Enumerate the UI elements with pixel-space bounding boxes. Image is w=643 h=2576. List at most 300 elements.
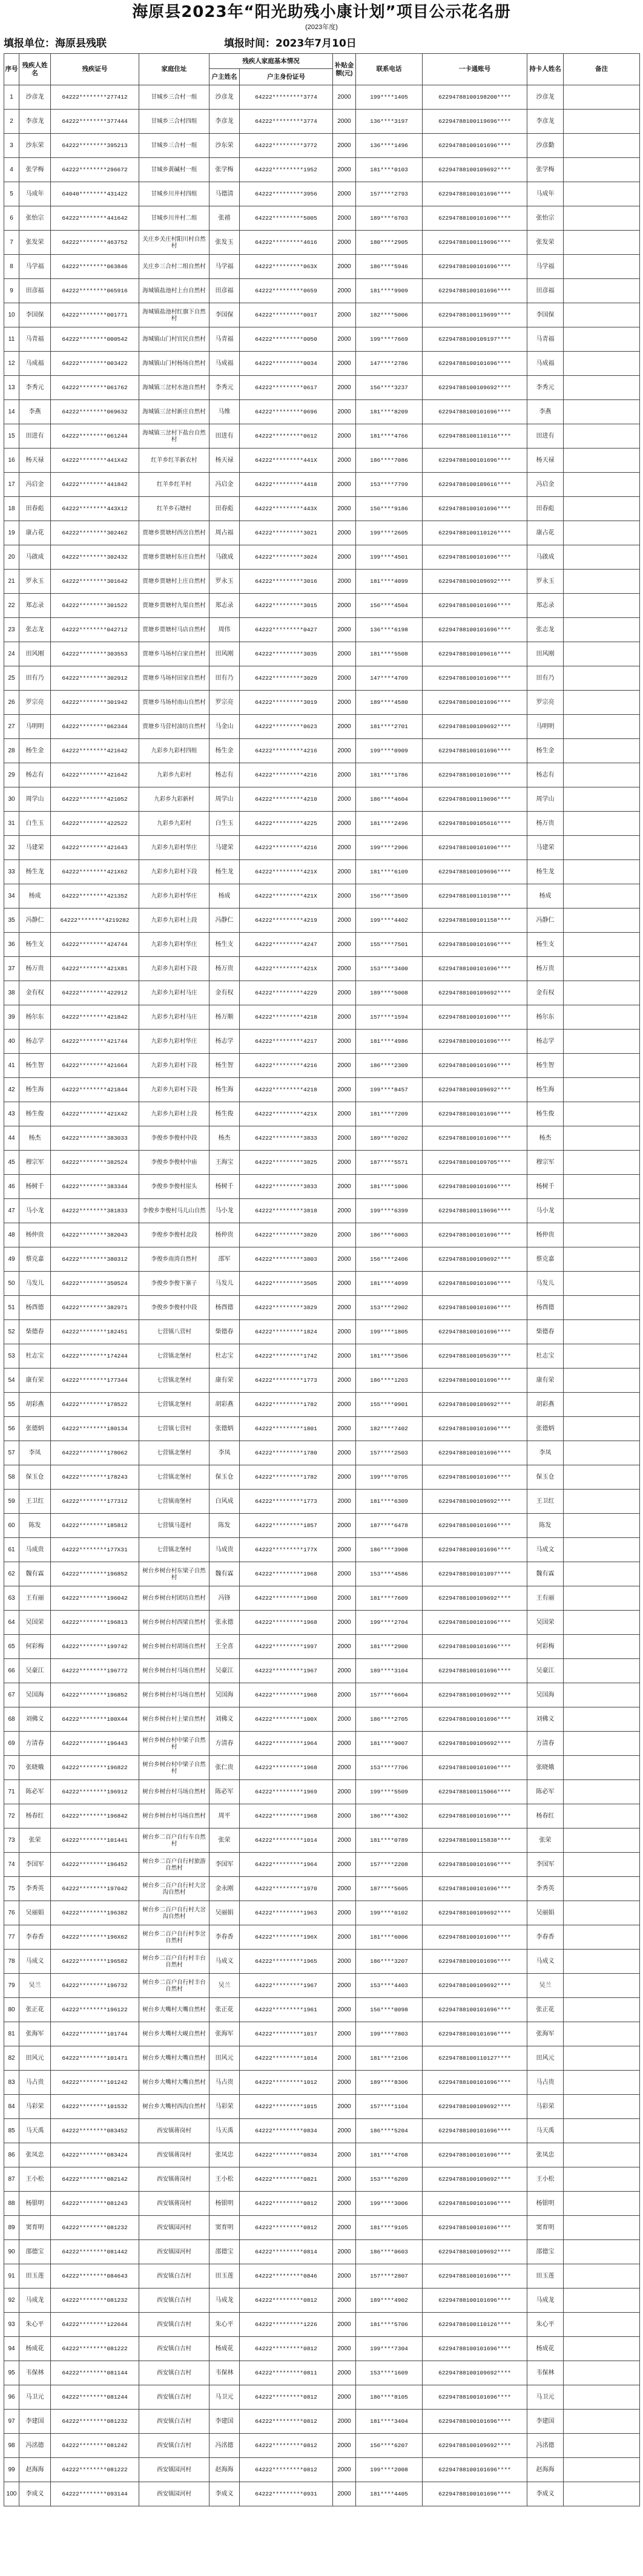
table-row	[4, 618, 640, 642]
holder-cell: 马成义	[527, 1950, 564, 1974]
seq-cell: 12	[4, 352, 19, 376]
card-cell: 62294788100109696****	[423, 860, 527, 884]
note-cell	[564, 85, 640, 110]
card-cell: 62294788100119696****	[423, 110, 527, 134]
card-cell: 62294788100101696****	[423, 1368, 527, 1393]
seq-cell: 34	[4, 884, 19, 908]
seq-cell: 50	[4, 1272, 19, 1296]
subsidy-cell: 2000	[333, 1828, 356, 1853]
address-cell: 贾塘乡马场村田家自然村	[139, 666, 209, 691]
holder-cell: 杨树千	[527, 1175, 564, 1199]
holder-cell: 罗永玉	[527, 570, 564, 594]
seq-cell: 1	[4, 85, 19, 110]
head-name-cell: 康有荣	[209, 1368, 240, 1393]
address-cell: 树台乡二百户自行村大岔沟自然村	[139, 1877, 209, 1901]
head-id-cell: 64222*********0834	[240, 2143, 333, 2167]
name-cell: 王卫红	[19, 1490, 51, 1514]
head-name-cell: 胡彩燕	[209, 1393, 240, 1417]
phone-cell: 156****4504	[356, 594, 423, 618]
phone-cell: 187****6478	[356, 1514, 423, 1538]
card-cell: 62294788100198200****	[423, 85, 527, 110]
card-cell: 62294788100109692****	[423, 2434, 527, 2458]
subsidy-cell: 2000	[333, 2167, 356, 2192]
note-cell	[564, 812, 640, 836]
seq-cell: 52	[4, 1320, 19, 1344]
holder-cell: 刘佛义	[527, 1707, 564, 1732]
note-cell	[564, 1223, 640, 1247]
head-name-cell: 马彩荣	[209, 2095, 240, 2119]
table-row	[4, 2434, 640, 2458]
note-cell	[564, 1344, 640, 1368]
head-id-cell: 64222*********3833	[240, 1126, 333, 1151]
note-cell	[564, 1707, 640, 1732]
subsidy-cell: 2000	[333, 1514, 356, 1538]
cert-cell: 64222********081222	[51, 2458, 139, 2482]
note-cell	[564, 1901, 640, 1925]
phone-cell: 153****4403	[356, 1974, 423, 1998]
address-cell: 西安镇白吉村	[139, 2434, 209, 2458]
note-cell	[564, 763, 640, 787]
name-cell: 李国军	[19, 1853, 51, 1877]
cert-cell: 64222********101744	[51, 2022, 139, 2046]
table-row	[4, 2095, 640, 2119]
cert-cell: 64222********000542	[51, 327, 139, 352]
name-cell: 蔡克嘉	[19, 1247, 51, 1272]
head-id-cell: 64222*********1952	[240, 158, 333, 182]
head-id-cell: 64222*********0846	[240, 2264, 333, 2288]
head-id-cell: 64222*********4247	[240, 933, 333, 957]
subsidy-cell: 2000	[333, 1853, 356, 1877]
head-name-cell: 李建国	[209, 2410, 240, 2434]
seq-cell: 38	[4, 981, 19, 1005]
header-family-group: 残疾人家庭基本情况	[209, 54, 333, 69]
table-row	[4, 1853, 640, 1877]
subsidy-cell: 2000	[333, 1465, 356, 1490]
card-cell: 62294788100101696****	[423, 1030, 527, 1054]
card-cell: 62294788100101696****	[423, 1853, 527, 1877]
holder-cell: 李国保	[527, 303, 564, 327]
card-cell: 62294788100101696****	[423, 933, 527, 957]
seq-cell: 27	[4, 715, 19, 739]
name-cell: 刘佛义	[19, 1707, 51, 1732]
card-cell: 62294788100101696****	[423, 352, 527, 376]
subsidy-cell: 2000	[333, 134, 356, 158]
note-cell	[564, 981, 640, 1005]
table-row	[4, 1223, 640, 1247]
holder-cell: 郑志录	[527, 594, 564, 618]
address-cell: 树台乡树台村东梁子自然村	[139, 1562, 209, 1586]
head-name-cell: 李成义	[209, 2482, 240, 2506]
holder-cell: 马成福	[527, 352, 564, 376]
subsidy-cell: 2000	[333, 2288, 356, 2313]
subsidy-cell: 2000	[333, 642, 356, 666]
note-cell	[564, 1877, 640, 1901]
card-cell: 62294788100101696****	[423, 2288, 527, 2313]
seq-cell: 77	[4, 1925, 19, 1950]
name-cell: 杨树千	[19, 1175, 51, 1199]
seq-cell: 4	[4, 158, 19, 182]
table-row	[4, 1344, 640, 1368]
cert-cell: 64222********441842	[51, 473, 139, 497]
name-cell: 杨杰	[19, 1126, 51, 1151]
cert-cell: 64222********196772	[51, 1659, 139, 1683]
address-cell: 海城镇三岔村水池自然村	[139, 376, 209, 400]
phone-cell: 153****6209	[356, 2167, 423, 2192]
phone-cell: 155****7501	[356, 933, 423, 957]
phone-cell: 199****7803	[356, 2022, 423, 2046]
note-cell	[564, 1030, 640, 1054]
head-name-cell: 李春香	[209, 1925, 240, 1950]
address-cell: 七营镇北堡村	[139, 1393, 209, 1417]
holder-cell: 田彦福	[527, 279, 564, 303]
head-id-cell: 64222*********1773	[240, 1368, 333, 1393]
seq-cell: 13	[4, 376, 19, 400]
document-title: 海原县2023年“阳光助残小康计划”项目公示花名册	[132, 3, 511, 21]
seq-cell: 80	[4, 1998, 19, 2022]
address-cell: 西安镇蒋岗村	[139, 2167, 209, 2192]
table-row	[4, 1611, 640, 1635]
name-cell: 窦育明	[19, 2216, 51, 2240]
subsidy-cell: 2000	[333, 545, 356, 570]
cert-cell: 64222********196732	[51, 1974, 139, 1998]
cert-cell: 64222********421X81	[51, 957, 139, 981]
subsidy-cell: 2000	[333, 2410, 356, 2434]
name-cell: 保玉仓	[19, 1465, 51, 1490]
cert-cell: 64222********180134	[51, 1417, 139, 1441]
holder-cell: 马成年	[527, 182, 564, 206]
head-name-cell: 杨银明	[209, 2192, 240, 2216]
head-id-cell: 64222*********3820	[240, 1223, 333, 1247]
table-row	[4, 860, 640, 884]
holder-cell: 胡彩燕	[527, 1393, 564, 1417]
head-id-cell: 64222*********0696	[240, 400, 333, 424]
card-cell: 62294788100101696****	[423, 279, 527, 303]
phone-cell: 181****2496	[356, 812, 423, 836]
reporting-time-label: 填报时间：	[224, 38, 275, 50]
note-cell	[564, 2410, 640, 2434]
seq-cell: 33	[4, 860, 19, 884]
phone-cell: 189****4902	[356, 2288, 423, 2313]
head-id-cell: 64222*********1968	[240, 1611, 333, 1635]
head-id-cell: 64222*********3035	[240, 642, 333, 666]
seq-cell: 53	[4, 1344, 19, 1368]
note-cell	[564, 836, 640, 860]
phone-cell: 156****0098	[356, 1998, 423, 2022]
address-cell: 树台乡树台村马场自然村	[139, 1804, 209, 1828]
cert-cell: 64222********421664	[51, 1054, 139, 1078]
note-cell	[564, 908, 640, 933]
table-row	[4, 2046, 640, 2071]
card-cell: 62294788100101696****	[423, 1514, 527, 1538]
holder-cell: 周学山	[527, 787, 564, 812]
seq-cell: 17	[4, 473, 19, 497]
phone-cell: 186****6003	[356, 1223, 423, 1247]
subsidy-cell: 2000	[333, 763, 356, 787]
card-cell: 62294788100101696****	[423, 691, 527, 715]
phone-cell: 189****4580	[356, 691, 423, 715]
name-cell: 杨仲贵	[19, 1223, 51, 1247]
head-name-cell: 马卫元	[209, 2385, 240, 2410]
address-cell: 关庄乡三合村二组自然村	[139, 255, 209, 279]
phone-cell: 157****6604	[356, 1683, 423, 1707]
holder-cell: 柴德春	[527, 1320, 564, 1344]
head-id-cell: 64222*********1782	[240, 1393, 333, 1417]
head-id-cell: 64222*********1961	[240, 1998, 333, 2022]
table-row	[4, 1514, 640, 1538]
holder-cell: 田春彪	[527, 497, 564, 521]
phone-cell: 181****7609	[356, 1586, 423, 1611]
head-id-cell: 64222*********3015	[240, 594, 333, 618]
table-row	[4, 908, 640, 933]
card-cell: 62294788100109692****	[423, 1974, 527, 1998]
card-cell: 62294788100115066****	[423, 1780, 527, 1804]
card-cell: 62294788100101696****	[423, 2216, 527, 2240]
name-cell: 杨生龙	[19, 860, 51, 884]
name-cell: 张德炳	[19, 1417, 51, 1441]
holder-cell: 杜志宝	[527, 1344, 564, 1368]
reporting-time	[224, 35, 357, 52]
cert-cell: 64222********4219282	[51, 908, 139, 933]
head-id-cell: 64222*********4216	[240, 1054, 333, 1078]
holder-cell: 马成文	[527, 1538, 564, 1562]
note-cell	[564, 2482, 640, 2506]
subsidy-cell: 2000	[333, 1417, 356, 1441]
name-cell: 马发儿	[19, 1272, 51, 1296]
cert-cell: 64222********302462	[51, 521, 139, 545]
address-cell: 西安镇白吉村	[139, 2337, 209, 2361]
holder-cell: 李秀英	[527, 1877, 564, 1901]
card-cell: 62294788100101696****	[423, 182, 527, 206]
address-cell: 树台乡大嘴村大嘴自然村	[139, 2046, 209, 2071]
holder-cell: 王有丽	[527, 1586, 564, 1611]
table-row	[4, 1054, 640, 1078]
holder-cell: 李燕	[527, 400, 564, 424]
address-cell: 西安镇园河村	[139, 2240, 209, 2264]
phone-cell: 199****3006	[356, 2192, 423, 2216]
holder-cell: 马彩荣	[527, 2095, 564, 2119]
seq-cell: 68	[4, 1707, 19, 1732]
address-cell: 李俊乡李俊村中段	[139, 1126, 209, 1151]
name-cell: 田玉莲	[19, 2264, 51, 2288]
seq-cell: 22	[4, 594, 19, 618]
cert-cell: 64222********196842	[51, 1804, 139, 1828]
note-cell	[564, 231, 640, 255]
card-cell: 62294788100101696****	[423, 1659, 527, 1683]
phone-cell: 181****6109	[356, 860, 423, 884]
address-cell: 海城镇山门村杨场自然村	[139, 352, 209, 376]
head-id-cell: 64222*********3029	[240, 666, 333, 691]
cert-cell: 64222********421642	[51, 763, 139, 787]
table-row	[4, 303, 640, 327]
holder-cell: 马青福	[527, 327, 564, 352]
note-cell	[564, 497, 640, 521]
head-id-cell: 64222*********1012	[240, 2071, 333, 2095]
subsidy-cell: 2000	[333, 2071, 356, 2095]
head-id-cell: 64222*********0017	[240, 303, 333, 327]
name-cell: 赵海海	[19, 2458, 51, 2482]
note-cell	[564, 1247, 640, 1272]
name-cell: 张正花	[19, 1998, 51, 2022]
phone-cell: 199****7304	[356, 2337, 423, 2361]
subsidy-cell: 2000	[333, 715, 356, 739]
subsidy-cell: 2000	[333, 255, 356, 279]
card-cell: 62294788100105616****	[423, 812, 527, 836]
table-row	[4, 1490, 640, 1514]
subsidy-cell: 2000	[333, 1586, 356, 1611]
phone-cell: 199****2704	[356, 1611, 423, 1635]
name-cell: 冯洺德	[19, 2434, 51, 2458]
subsidy-cell: 2000	[333, 1780, 356, 1804]
table-row	[4, 2410, 640, 2434]
table-row	[4, 1974, 640, 1998]
phone-cell: 189****5008	[356, 981, 423, 1005]
seq-cell: 100	[4, 2482, 19, 2506]
subsidy-cell: 2000	[333, 2143, 356, 2167]
phone-cell: 181****9105	[356, 2216, 423, 2240]
holder-cell: 马小龙	[527, 1199, 564, 1223]
head-name-cell: 罗永玉	[209, 570, 240, 594]
cert-cell: 64222********301522	[51, 594, 139, 618]
table-row	[4, 400, 640, 424]
table-row	[4, 1247, 640, 1272]
cert-cell: 64222********069632	[51, 400, 139, 424]
holder-cell: 杨生金	[527, 739, 564, 763]
seq-cell: 16	[4, 448, 19, 473]
holder-cell: 张晓娥	[527, 1756, 564, 1780]
card-cell: 62294788100109692****	[423, 2361, 527, 2385]
phone-cell: 181****2701	[356, 715, 423, 739]
cert-cell: 64222********081242	[51, 2434, 139, 2458]
head-name-cell: 张凤忠	[209, 2143, 240, 2167]
cert-cell: 64222********101441	[51, 1828, 139, 1853]
table-row	[4, 1586, 640, 1611]
name-cell: 杜志宝	[19, 1344, 51, 1368]
seq-cell: 35	[4, 908, 19, 933]
head-name-cell: 冯静仁	[209, 908, 240, 933]
seq-cell: 56	[4, 1417, 19, 1441]
card-cell: 62294788100109692****	[423, 376, 527, 400]
address-cell: 七营镇北堡村	[139, 1441, 209, 1465]
seq-cell: 87	[4, 2167, 19, 2192]
note-cell	[564, 158, 640, 182]
head-name-cell: 柴德春	[209, 1320, 240, 1344]
table-row	[4, 2240, 640, 2264]
holder-cell: 吴国海	[527, 1683, 564, 1707]
reporting-unit-label: 填报单位：	[4, 38, 55, 50]
cert-cell: 64222********177X31	[51, 1538, 139, 1562]
holder-cell: 冯启金	[527, 473, 564, 497]
cert-cell: 64222********065916	[51, 279, 139, 303]
head-name-cell: 马德清	[209, 182, 240, 206]
name-cell: 沙东荣	[19, 134, 51, 158]
address-cell: 红羊乡红羊新农村	[139, 448, 209, 473]
head-name-cell: 马成龙	[209, 2288, 240, 2313]
note-cell	[564, 110, 640, 134]
name-cell: 马啟成	[19, 545, 51, 570]
head-id-cell: 64222*********1968	[240, 1683, 333, 1707]
head-id-cell: 64222*********3829	[240, 1296, 333, 1320]
phone-cell: 199****4501	[356, 545, 423, 570]
seq-cell: 11	[4, 327, 19, 352]
address-cell: 海城镇盐池村红旗下自然村	[139, 303, 209, 327]
cert-cell: 64222********122644	[51, 2313, 139, 2337]
note-cell	[564, 2288, 640, 2313]
cert-cell: 64222********421643	[51, 836, 139, 860]
table-row	[4, 424, 640, 448]
cert-cell: 64222********093144	[51, 2482, 139, 2506]
address-cell: 树台乡大嘴村大嘴自然村	[139, 2071, 209, 2095]
holder-cell: 杨银明	[527, 2192, 564, 2216]
head-name-cell: 张仁贵	[209, 1756, 240, 1780]
phone-cell: 181****6006	[356, 1925, 423, 1950]
card-cell: 62294788100119696****	[423, 787, 527, 812]
phone-cell: 189****8306	[356, 2071, 423, 2095]
card-cell: 62294788100109692****	[423, 2240, 527, 2264]
subsidy-cell: 2000	[333, 570, 356, 594]
address-cell: 甘城乡川井村四组	[139, 182, 209, 206]
subsidy-cell: 2000	[333, 231, 356, 255]
card-cell: 62294788100109692****	[423, 1732, 527, 1756]
address-cell: 树台乡二百户自行村大岔沟自然村	[139, 1901, 209, 1925]
head-id-cell: 64222*********4418	[240, 473, 333, 497]
cert-cell: 64222********441X42	[51, 448, 139, 473]
card-cell: 62294788100101696****	[423, 134, 527, 158]
head-id-cell: 64222*********3016	[240, 570, 333, 594]
address-cell: 西安镇蒋岗村	[139, 2119, 209, 2143]
phone-cell: 181****5508	[356, 642, 423, 666]
seq-cell: 59	[4, 1490, 19, 1514]
card-cell: 62294788100109616****	[423, 473, 527, 497]
head-id-cell: 64222*********1773	[240, 1490, 333, 1514]
table-row	[4, 1732, 640, 1756]
subsidy-cell: 2000	[333, 2434, 356, 2458]
head-name-cell: 罗宗亮	[209, 691, 240, 715]
phone-cell: 181****4766	[356, 424, 423, 448]
table-row	[4, 2264, 640, 2288]
table-row	[4, 110, 640, 134]
note-cell	[564, 521, 640, 545]
cert-cell: 64222********382043	[51, 1223, 139, 1247]
subsidy-cell: 2000	[333, 1756, 356, 1780]
head-id-cell: 64222*********1801	[240, 1417, 333, 1441]
note-cell	[564, 2022, 640, 2046]
head-name-cell: 马维	[209, 400, 240, 424]
holder-cell: 田风元	[527, 2046, 564, 2071]
holder-cell: 陈必军	[527, 1780, 564, 1804]
table-row	[4, 2071, 640, 2095]
name-cell: 杨成花	[19, 2337, 51, 2361]
holder-cell: 张正花	[527, 1998, 564, 2022]
head-name-cell: 沙彦龙	[209, 85, 240, 110]
head-id-cell: 64222*********1014	[240, 2046, 333, 2071]
header-holder: 持卡人姓名	[527, 54, 564, 85]
subsidy-cell: 2000	[333, 2095, 356, 2119]
holder-cell: 冯静仁	[527, 908, 564, 933]
note-cell	[564, 1659, 640, 1683]
head-id-cell: 64222*********1226	[240, 2313, 333, 2337]
address-cell: 七营镇马莲村	[139, 1514, 209, 1538]
head-id-cell: 64222*********1824	[240, 1320, 333, 1344]
subsidy-cell: 2000	[333, 1393, 356, 1417]
phone-cell: 181****0789	[356, 1828, 423, 1853]
cert-cell: 64222********083424	[51, 2143, 139, 2167]
table-row	[4, 1368, 640, 1393]
seq-cell: 86	[4, 2143, 19, 2167]
name-cell: 邵德宝	[19, 2240, 51, 2264]
head-id-cell: 64222*********3818	[240, 1199, 333, 1223]
holder-cell: 马占贵	[527, 2071, 564, 2095]
head-name-cell: 田有乃	[209, 666, 240, 691]
